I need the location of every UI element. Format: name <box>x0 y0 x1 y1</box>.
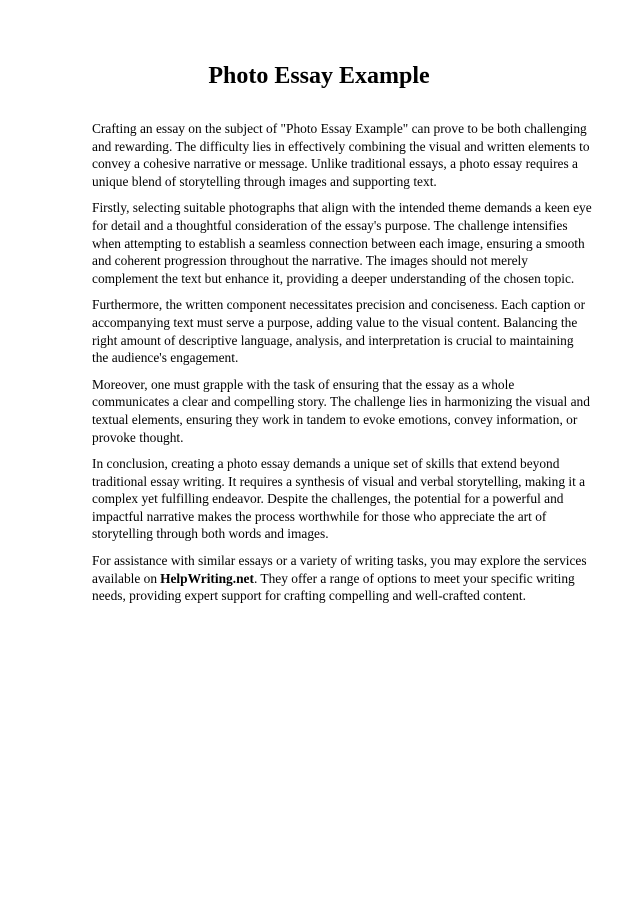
closing-text-before: For assistance with similar essays or a variety of writing tasks, you may explore the services available on <box>92 553 587 586</box>
page-title: Photo Essay Example <box>208 63 430 89</box>
helpwriting-link[interactable]: HelpWriting.net <box>160 570 254 586</box>
paragraph-written-component: Furthermore, the written component necessitates precision and conciseness. Each caption or accompanying text must serve a purpose, adding value to the visual content. Balancing the right amount of descriptive language, analysis, and interpretation is crucial to maintaining the audience's engagement. <box>92 297 586 366</box>
paragraph-intro: Crafting an essay on the subject of "Photo Essay Example" can prove to be both challenging and rewarding. The difficulty lies in effectively combining the visual and written elements to convey a cohesive narrative or message. Unlike traditional essays, a photo essay requires a unique blend of storytelling through images and supporting text. <box>92 121 590 189</box>
closing-text-after: . They offer a range of options to meet your specific writing needs, providing expert support for crafting compelling and well-crafted content. <box>92 570 575 604</box>
paragraph-conclusion: In conclusion, creating a photo essay demands a unique set of skills that extend beyond traditional essay writing. It requires a synthesis of visual and verbal storytelling, making it a complex yet fulfilling endeavor. Despite the challenges, the potential for a powerful and impactful narrative makes the process worthwhile for those who appreciate the art of storytelling through both words and images. <box>92 456 586 542</box>
paragraph-story: Moreover, one must grapple with the task of ensuring that the essay as a whole communicates a clear and compelling story. The challenge lies in harmonizing the visual and textual elements, ensuring they work in tandem to evoke emotions, convey information, or provoke thought. <box>92 376 590 445</box>
essay-body <box>92 120 592 614</box>
paragraph-photographs: Firstly, selecting suitable photographs that align with the intended theme demands a keen eye for detail and a thoughtful consideration of the essay's purpose. The challenge intensifies when attempting to establish a seamless connection between each image, ensuring a smooth and coherent progression throughout the narrative. The images should not merely complement the text but enhance it, providing a deeper understanding of the chosen topic. <box>92 200 592 286</box>
paragraph-closing <box>92 552 592 605</box>
